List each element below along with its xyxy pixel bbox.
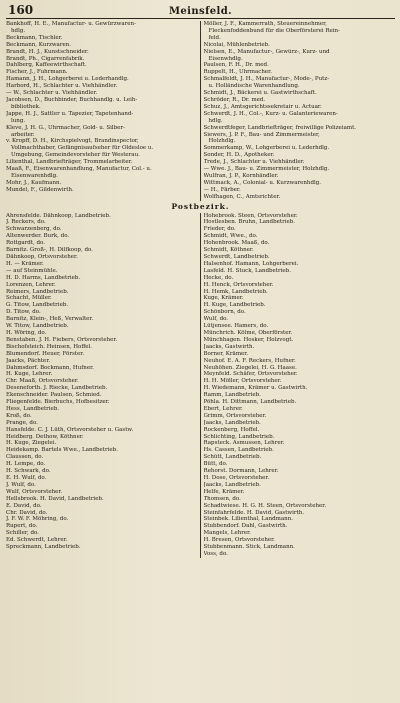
directory-entry: Chr. Maaß, Ortsvorsteher. <box>6 378 79 385</box>
directory-entry: J. Wulf, do. <box>6 481 36 488</box>
directory-entry: hdlg. <box>11 27 26 34</box>
directory-entry: — auf Steinmühle. <box>6 267 58 274</box>
directory-entry: Benstaben. J. H. Fiebers, Ortsvorsteher. <box>6 336 118 343</box>
directory-entry: Barnitz, Klein-, Heß, Verwalter. <box>6 316 94 323</box>
directory-entry: Wulf, Ortsvorsteher. <box>6 488 63 495</box>
directory-entry: Umgebung, Gemeindevorsteher für Westerau. <box>11 152 140 159</box>
directory-entry: Rupert, do. <box>6 523 38 530</box>
directory-entry: Jappe, H. J., Sattler u. Tapezier, Tapetenhand- <box>6 110 134 117</box>
directory-entry: Hamann, J. H., Lohgerberei u. Lederhandlg. <box>6 76 129 83</box>
directory-entry: H. Kuge, Landbetrieb. <box>203 302 266 309</box>
directory-entry: Mangels, Lehrer. <box>203 530 251 537</box>
page-header <box>6 3 395 19</box>
directory-entry: Grimm, Ortsvorsteher. <box>203 412 267 419</box>
directory-entry: H. Hemk, Landbetrieb. <box>203 288 268 295</box>
directory-entry: Meynfeld. Schäfer, Ortsvorsteher. <box>203 371 298 378</box>
directory-entry: Neuhof. E. A. F. Reckers, Hufner. <box>203 357 296 364</box>
directory-entry: Schwerdt, J. H., Col.-, Kurz- u. Galanteriewaren- <box>203 110 338 117</box>
directory-entry: Rapsteck. Asmussen, Lehrer. <box>203 440 285 447</box>
directory-entry: Holzhdlg. <box>208 138 236 145</box>
directory-entry: feld. <box>208 34 221 41</box>
directory-entry: Schacht, Müller. <box>6 295 52 302</box>
directory-entry: H. Dose, Ortsvorsteher. <box>203 475 270 481</box>
directory-entry: Schwarzenberg, do. <box>6 226 62 233</box>
directory-entry: H. Schwark, do. <box>6 468 51 475</box>
directory-entry: Hohebrook. Steen, Ortsvorsteher. <box>203 212 298 219</box>
directory-entry: H. D. Harms, Landbetrieb. <box>6 274 81 281</box>
directory-entry: J. Reckers, do. <box>6 219 46 226</box>
directory-entry: Beckmann, Tischler. <box>6 34 63 41</box>
directory-entry: Chr. David, do. <box>6 509 48 516</box>
directory-entry: Wulf, do. <box>203 316 229 323</box>
directory-entry: Dahlberg, Kaffeewirthschaft. <box>6 62 87 69</box>
directory-entry: hdlg. <box>208 117 223 124</box>
directory-entry: Reimers, Landbetrieb. <box>6 288 69 295</box>
directory-entry: Ahrensfelde. Dähnkoop, Landbetrieb. <box>6 212 111 219</box>
directory-entry: Heidberg. Dethow, Köthner. <box>6 433 84 440</box>
directory-entry: Hellsbrook. H. David, Landbetrieb. <box>6 495 104 502</box>
directory-entry: Ruppelt, H., Uhrmacher. <box>203 69 272 76</box>
directory-entry: D. Titow, do. <box>6 309 41 316</box>
directory-entry: Schütt, Landbetrieb. <box>203 454 262 461</box>
directory-entry: H. Kuge, Ziegelei. <box>6 440 57 447</box>
directory-entry: Wulfran, J. P., Kornhändler. <box>203 172 279 179</box>
directory-entry: Stubbendorf. Dahl, Gastwirth. <box>203 523 288 530</box>
directory-entry: Sommerkamp, W., Lohgerberei u. Lederhdlg. <box>203 145 330 152</box>
directory-entry: H. — Krämer. <box>6 260 44 267</box>
directory-entry: Bankhoff, H. E., Manufactur- u. Gewürzwaren- <box>6 21 136 27</box>
directory-entry: Neuhöhen. Ziegelei, H. G. Haase. <box>203 364 297 371</box>
directory-entry: Dähnkoop, Ortsvorsteher. <box>6 254 78 260</box>
directory-entry: Münchrich. Kölme, Oberförster. <box>203 329 293 336</box>
directory-entry: Halsenhof. Hamann, Lohgerberei. <box>203 260 299 267</box>
directory-entry: v. Kropff, D. H., Kirchspielvogt, Brandinspector, <box>6 138 139 145</box>
directory-entry: Bischofsteich. Heinsen, Hoffel. <box>6 343 93 350</box>
directory-entry: Schlichting, Landbetrieb. <box>203 433 275 440</box>
directory-entry: Paulsen, F. H., Dr. med. <box>203 62 269 69</box>
directory-entry: Eisenwarenhdlg. <box>11 172 58 179</box>
directory-entry: Wittmack, A., Colonial- u. Kurzwarenhdlg. <box>203 179 321 186</box>
directory-entry: Hecke, do. <box>203 274 234 281</box>
directory-entry: Rockenberg, Hoffel. <box>203 426 260 433</box>
directory-entry: — Wwe. J., Bau- u. Zimmermeister, Holzhdlg. <box>203 166 330 173</box>
directory-entry: Prange, do. <box>6 419 38 426</box>
directory-top <box>6 21 395 201</box>
directory-entry: Pöhla. H. Dittmann, Landbetrieb. <box>203 399 297 406</box>
directory-entry: Rehorst. Dormann, Lehrer. <box>203 468 279 475</box>
postbezirk-heading: Postbezirk. <box>171 201 230 211</box>
directory-entry: Schmidt, Köthner. <box>203 247 254 254</box>
directory-entry: Vollmachthaber, Gefängnisaufseher für Oldesloe u. <box>11 145 154 152</box>
directory-entry: Brandt, Ph., Cigarrenfabrik. <box>6 55 85 62</box>
left-column <box>6 21 198 201</box>
directory-entry: Ebert, Lehrer. <box>203 405 243 412</box>
directory-entry: Hess, Landbetrieb. <box>6 405 60 412</box>
directory-entry: Schmidt, Wwe., do. <box>203 233 258 240</box>
directory-entry: Schröder, R., Dr. med. <box>203 96 266 103</box>
directory-entry: Frieder, do. <box>203 226 236 233</box>
directory-entry: — W., Schlachter u. Viehhändler. <box>6 90 98 97</box>
directory-entry: Schuz, J., Amtsgerichtssekretair u. Actuar. <box>203 103 322 110</box>
directory-entry: bibliothek. <box>11 103 41 110</box>
directory-entry: H. Wöring, do. <box>6 329 47 336</box>
directory-entry: Jaacks, Landbetrieb. <box>203 481 261 488</box>
directory-entry: Borner, Krämer. <box>203 350 249 357</box>
directory-entry: J. F. W. F. Möhring, do. <box>6 516 69 523</box>
directory-entry: Stubbenmann. Stick, Landmann. <box>203 544 295 551</box>
directory-entry: Trede, J., Schlachter u. Viehhändler. <box>203 159 305 166</box>
running-head: Meinsfeld. <box>168 6 233 17</box>
directory-entry: — H., Färber. <box>203 186 241 193</box>
directory-entry: Hansfelde. C. J. Lüth, Ortsvorsteher u. Gastw. <box>6 426 134 433</box>
directory-entry: Deseneforth. J. Riecke, Landbetrieb. <box>6 385 108 392</box>
directory-entry: Thomsen, do. <box>203 495 241 502</box>
directory-entry: Harbord, H., Schlachter u. Viehhändler. <box>6 83 118 90</box>
directory-entry: Voss, do. <box>203 550 228 557</box>
directory-entry: Lilienthal, Landbriefträger, Trommelarbeiter. <box>6 159 133 166</box>
directory-entry: u. Holländische Warenhandlung. <box>208 83 300 90</box>
directory-entry: Nielsen, E., Manufactur-, Gewürz-, Kurz- und <box>203 48 330 55</box>
directory-entry: Steinfahrfelde. H. David, Gastwirth. <box>203 509 305 516</box>
directory-entry: H. Lempe, do. <box>6 461 46 468</box>
directory-entry: Beckmann, Kurzwaren. <box>6 41 72 48</box>
directory-entry: Jaacks, Pächter. <box>6 357 51 364</box>
directory-entry: Lütjensee. Hamers, do. <box>203 323 269 330</box>
directory-postbezirk <box>6 213 395 558</box>
directory-entry: Barnitz. Groß-, H. Dilfkoop, do. <box>6 247 93 254</box>
directory-entry: Ed. Schwerdt, Lehrer. <box>6 537 68 544</box>
directory-entry: Lorenzen, Lehrer. <box>6 281 56 288</box>
directory-entry: Hs. Cassen, Landbetrieb. <box>203 447 274 454</box>
directory-entry: Brandt, H. J., Kunstschneider. <box>6 48 89 55</box>
directory-entry: G. Titow, Landbetrieb. <box>6 302 69 309</box>
directory-entry: Schmidt, J., Bäckerei u. Gastwirthschaft. <box>203 90 317 97</box>
directory-entry: Bütt, do. <box>203 461 228 468</box>
directory-entry: Schiller, do. <box>6 530 39 537</box>
directory-entry: Heidekamp. Bartels Wwe., Landbetrieb. <box>6 447 118 454</box>
directory-entry: Schwerdtfeger, Landbriefträger, freiwillige Polizeiamt. <box>203 124 357 131</box>
directory-entry: Dahmsdorf. Bockmann, Hufner. <box>6 364 94 371</box>
directory-entry: Hohenbrook. Maaß, do. <box>203 240 270 247</box>
directory-entry: Fliegenfelde. Bierbuchs, Hofbesitzer. <box>6 399 110 406</box>
directory-entry: Wolfhagen, C., Amtsrichter. <box>203 193 281 200</box>
right-column <box>200 21 396 201</box>
page-number: 160 <box>8 3 34 17</box>
directory-entry: Schadtwiese. H. G. H. Steen, Ortsvorsteher. <box>203 502 327 509</box>
directory-entry: Rottgardt, do. <box>6 240 46 247</box>
right-column-2 <box>200 213 396 558</box>
directory-entry: Schönborn, do. <box>203 309 246 316</box>
directory-entry: Kleve, J. H. G., Uhrmacher, Gold- u. Silber- <box>6 124 125 131</box>
directory-entry: H. H. Möller, Ortsvorsteher. <box>203 378 282 385</box>
directory-entry: Ekenschneider. Paulsen, Schmied. <box>6 392 102 399</box>
directory-entry: H. Wiedemann, Krämer u. Gastwirth. <box>203 385 308 392</box>
directory-entry: Eisenwhdlg. <box>208 55 243 62</box>
directory-entry: Nicolai, Mühlenbetrieb. <box>203 41 270 48</box>
directory-entry: Kroß, do. <box>6 412 32 419</box>
directory-entry: H. Bresen, Ortsvorsteher. <box>203 537 275 544</box>
directory-entry: Steinbek. Lilienthal, Landmann. <box>203 516 293 523</box>
directory-entry: Fischer, J., Fuhrmann. <box>6 69 68 76</box>
directory-entry: arbeiter. <box>11 131 35 138</box>
directory-entry: Jacobsen, D., Buchbinder, Buchhandlg. u. Leih- <box>6 96 138 103</box>
directory-entry: Schwerdt, Landbetrieb. <box>203 254 270 260</box>
directory-entry: Siewers, J. P. F., Bau- und Zimmermeister, <box>203 131 320 138</box>
directory-entry: Fleckenfoddenbund für die Oberförsterei Rein- <box>208 27 340 34</box>
directory-entry: Münchhagen. Hosker, Holzvogt. <box>203 336 294 343</box>
directory-entry: H. Kuge, Lehrer. <box>6 371 53 378</box>
directory-entry: Helfe, Krämer. <box>203 488 245 495</box>
directory-entry: Mohr, J., Kaufmann. <box>6 179 62 186</box>
directory-entry: Lasfeld. H. Stuck, Landbetrieb. <box>203 267 291 274</box>
directory-entry: Hostlesben. Bruhn, Landbetrieb. <box>203 219 295 226</box>
left-column-2 <box>6 213 198 558</box>
directory-entry: Mundel, F., Gildenwirth. <box>6 186 74 193</box>
directory-entry: W. Titow, Landbetrieb. <box>6 323 69 330</box>
directory-entry: Blumendorf. Heuer, Förster. <box>6 350 85 357</box>
directory-entry: Sonder, H. D., Apotheker. <box>203 152 275 159</box>
directory-entry: Claussen, do. <box>6 454 44 461</box>
directory-entry: Maaß, F., Eisenwarenhandlung, Manufactur, Col.- u. <box>6 166 152 173</box>
directory-entry: E. H. Wulf, do. <box>6 475 47 481</box>
directory-entry: E. David, do. <box>6 502 42 509</box>
directory-entry: Schmalfeldt, J. H., Manufactur-, Mode-, Putz- <box>203 76 330 83</box>
directory-entry: Spreckmann, Landbetrieb. <box>6 544 81 551</box>
directory-entry: Möller, J. F., Kammerrath, Steuereinnehmer, <box>203 21 327 27</box>
directory-entry: Jaacks, Landbetrieb. <box>203 419 261 426</box>
directory-entry: H. Henck, Ortsvorsteher. <box>203 281 274 288</box>
directory-entry: Altenwerder. Burk, do. <box>6 233 70 240</box>
directory-entry: Ramm, Landbetrieb. <box>203 392 261 399</box>
directory-entry: Kuge, Krämer. <box>203 295 244 302</box>
directory-entry: lung. <box>11 117 26 124</box>
directory-entry: Jaacks, Gastwirth. <box>203 343 255 350</box>
